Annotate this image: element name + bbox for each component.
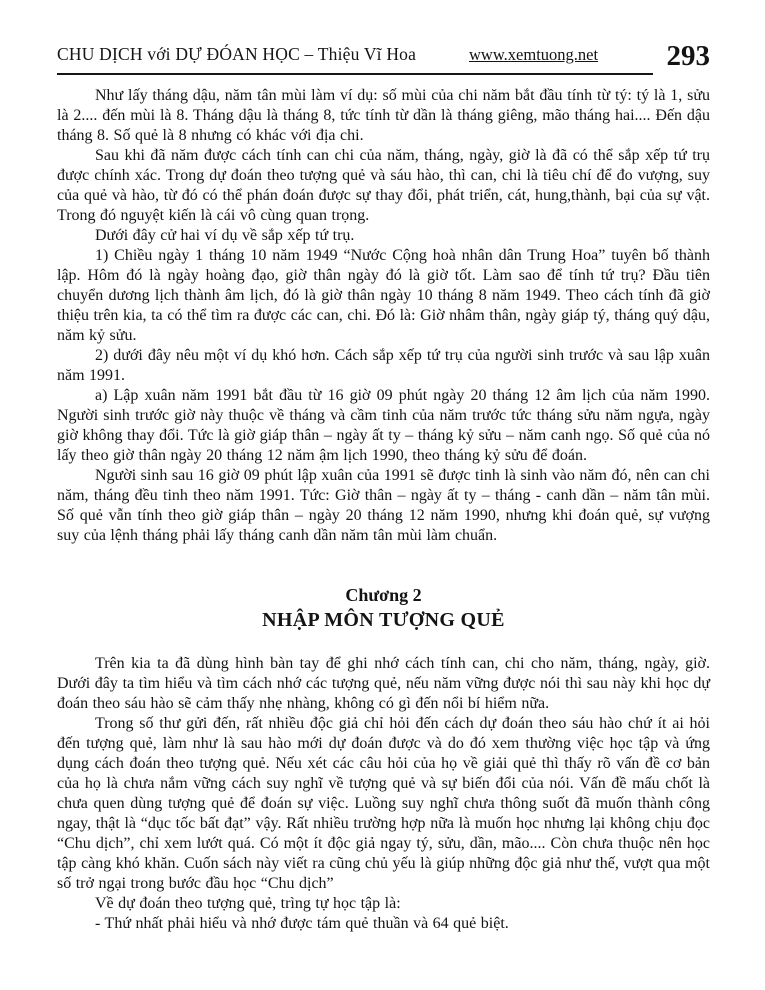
paragraph: Dưới đây cử hai ví dụ về sắp xếp tứ trụ.	[95, 227, 355, 244]
paragraph: Về dự đoán theo tượng quẻ, trìng tự học tập là:	[95, 895, 401, 912]
paragraph: Như lấy tháng dậu, năm tân mùi làm ví dụ: số mùi của chi năm bắt đầu tính từ tý: tý là 1, sửu là 2.... đến mùi là 8. Tháng dậu là tháng 8, tức tính từ dần là tháng giêng, mão tháng hai.... Đến dậu tháng 8. Số quẻ là 8 nhưng có khác với địa chi.	[57, 87, 710, 144]
chapter-label: Chương 2	[345, 585, 422, 605]
paragraph: Trên kia ta đã dùng hình bàn tay để ghi nhớ cách tính can, chi cho năm, tháng, ngày, giờ. Dưới đây ta tìm hiểu và tìm cách nhớ các tượng quẻ, nếu năm vững được nói thì sau này khi học dự đoán theo sáu hào sẽ cảm thấy nhẹ nhàng, không có gì đến nổi bí hiểm nữa.	[57, 655, 710, 712]
header-rule	[57, 73, 653, 75]
paragraph: - Thứ nhất phải hiểu và nhớ được tám quẻ thuần và 64 quẻ biệt.	[95, 915, 509, 932]
paragraph: Người sinh sau 16 giờ 09 phút lập xuân của 1991 sẽ được tinh là sinh vào năm đó, nên can chi năm, tháng đều tinh theo năm 1991. Tức: Giờ thân – ngày ất ty – tháng - canh dần – năm tân mùi. Số quẻ vẫn tính theo giờ giáp thân – ngày 20 tháng 12 năm 1990, nhưng khi đoán quẻ, sự vượng suy của lệnh tháng phải lấy tháng canh dần năm tân mùi làm chuẩn.	[57, 467, 710, 544]
page-number: 293	[666, 40, 710, 72]
page-header	[57, 40, 710, 78]
paragraph: 1) Chiều ngày 1 tháng 10 năm 1949 “Nước Cộng hoà nhân dân Trung Hoa” tuyên bố thành lập. Hôm đó là ngày hoàng đạo, giờ thân ngày đó là giờ tốt. Làm sao để tính tứ trụ? Đầu tiên chuyển dương lịch thành âm lịch, đó là giờ thân ngày 10 tháng 8 năm 1949. Theo cách tính đã giờ thiệu trên kia, ta có thể tìm ra được các can, chi. Đó là: Giờ nhâm thân, ngày giáp tý, tháng quý dậu, năm kỷ sửu.	[57, 247, 710, 344]
paragraph: a) Lập xuân năm 1991 bắt đầu từ 16 giờ 09 phút ngày 20 tháng 12 âm lịch của năm 1990. Người sinh trước giờ này thuộc về tháng và cầm tinh của năm trước tức tháng sửu năm ngựa, ngày giờ không thay đổi. Tức là giờ giáp thân – ngày ất ty – tháng kỷ sửu – năm canh ngọ. Số quẻ của nó lấy theo giờ thân ngày 20 tháng 12 năm ậm lịch 1990, theo tháng kỷ sửu để đoán.	[57, 387, 710, 464]
paragraph: Trong số thư gửi đến, rất nhiều độc giả chỉ hỏi đến cách dự đoán theo sáu hào chứ ít ai hỏi đến tượng quẻ, làm như là sau hào mới dự đoán được và do đó xem thường việc học tập và ứng dụng cách đoán theo tượng quẻ. Nếu xét các câu hỏi của họ về giải quẻ thì thấy rõ vấn đề cơ bản của họ là chưa nắm vững cách suy nghĩ về tượng quẻ và sự biến đổi của nói. Vấn đề mấu chốt là chưa quen dùng tượng quẻ để đoán sự việc. Luồng suy nghĩ chưa thông suốt đã muốn thành công ngay, thật là “dục tốc bất đạt” vậy. Rất nhiều trường hợp nữa là muốn học nhưng lại không chịu đọc “Chu dịch”, chỉ xem lướt quá. Có một ít độc giả ngay tý, sửu, dần, mão.... Còn chưa thuộc nên học tập càng khó khăn. Cuốn sách này viết ra cũng chủ yếu là giúp những độc giả như thế, vượt qua một số trở ngại trong bước đầu học “Chu dịch”	[57, 715, 710, 892]
chapter-heading	[57, 584, 710, 634]
page-content	[57, 86, 710, 934]
website-url: www.xemtuong.net	[469, 45, 599, 64]
chapter-title: NHẬP MÔN TƯỢNG QUẺ	[262, 609, 505, 631]
paragraph: 2) dưới đây nêu một ví dụ khó hơn. Cách sắp xếp tứ trụ của người sinh trước và sau lập xuân năm 1991.	[57, 347, 710, 384]
paragraph: Sau khi đã năm được cách tính can chi của năm, tháng, ngày, giờ là đã có thể sắp xếp tứ trụ được chính xác. Trong dự đoán theo tượng quẻ và sáu hào, thì can, chi là tiêu chí để đo vượng, suy của quẻ và hào, từ đó có thể phán đoán được sự thay đổi, phát triển, cát, hung,thành, bại của sự vật. Trong đó nguyệt kiến là cái vô cùng quan trọng.	[57, 147, 710, 224]
book-title: CHU DỊCH với DỰ ĐÓAN HỌC – Thiệu Vĩ Hoa	[57, 44, 417, 64]
